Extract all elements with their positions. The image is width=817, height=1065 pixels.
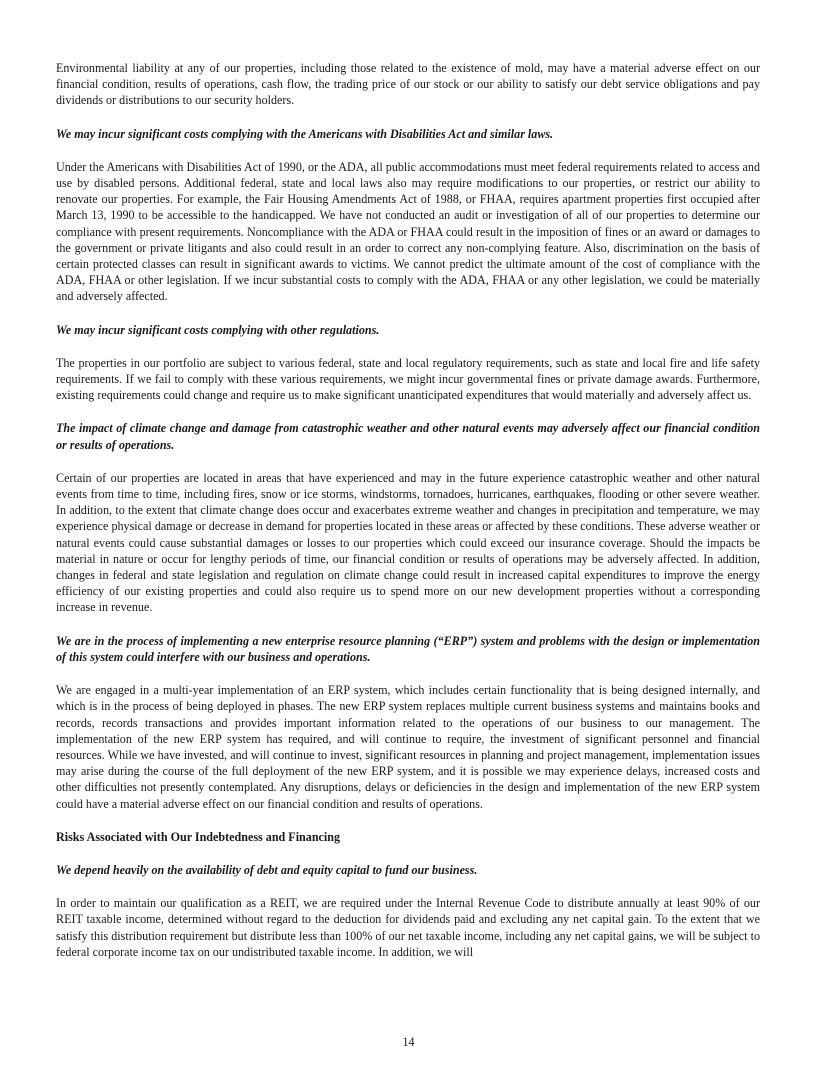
- heading-other-regulations: We may incur significant costs complying with other regulations.: [56, 322, 380, 337]
- page-number: 14: [402, 1035, 415, 1049]
- heading-ada-costs: We may incur significant costs complying with the Americans with Disabilities Act and similar laws.: [56, 126, 554, 141]
- heading-erp-system: We are in the process of implementing a new enterprise resource planning (“ERP”) system and problems with the design or implementation of this system could interfere with our business and operations.: [56, 633, 760, 664]
- paragraph-climate-change: Certain of our properties are located in areas that have experienced and may in the future experience catastrophic weather and other natural events from time to time, including fires, snow or ice storms, windstorms, tornadoes, hurricanes, earthquakes, flooding or other severe weather. In addition, to the extent that climate change does occur and exacerbates extreme weather and changes in precipitation and temperature, we may experience physical damage or decrease in demand for properties located in these areas or affected by these conditions. These adverse weather or natural events could cause substantial damages or losses to our properties which could exceed our insurance coverage. Should the impacts be material in nature or occur for lengthy periods of time, our financial condition or results of operations may be adversely affected. In addition, changes in federal and state legislation and regulation on climate change could result in increased capital expenditures to improve the energy efficiency of our existing properties and could also require us to spend more on our new development properties without a corresponding increase in revenue.: [56, 470, 760, 615]
- paragraph-ada: Under the Americans with Disabilities Act of 1990, or the ADA, all public accommodations must meet federal requirements related to access and use by disabled persons. Additional federal, state and local laws also may require modifications to our properties, or restrict our ability to renovate our properties. For example, the Fair Housing Amendments Act of 1988, or FHAA, requires apartment properties first occupied after March 13, 1990 to be accessible to the handicapped. We have not conducted an audit or investigation of all of our properties to determine our compliance with present requirements. Noncompliance with the ADA or FHAA could result in the imposition of fines or an award or damages to the government or private litigants and also could result in an order to correct any non-complying feature. Also, discrimination on the basis of certain protected classes can result in significant awards to victims. We cannot predict the ultimate amount of the cost of compliance with the ADA, FHAA or other legislation. If we incur substantial costs to comply with the ADA, FHAA or any other legislation, we could be materially and adversely affected.: [56, 159, 760, 304]
- paragraph-erp-system: We are engaged in a multi-year implementation of an ERP system, which includes certain functionality that is being designed internally, and which is in the process of being deployed in phases. The new ERP system replaces multiple current business systems and maintains books and records, records transactions and provides important information related to the operations of our business to our management. The implementation of the new ERP system has required, and will continue to require, the investment of significant personnel and financial resources. While we have invested, and will continue to invest, significant resources in planning and project management, implementation issues may arise during the course of the full deployment of the new ERP system, and it is possible we may experience delays, increased costs and other difficulties not presently contemplated. Any disruptions, delays or deficiencies in the design and implementation of the new ERP system could have a material adverse effect on our financial condition and results of operations.: [56, 683, 760, 811]
- document-page: [56, 60, 760, 977]
- heading-capital-availability: We depend heavily on the availability of debt and equity capital to fund our business.: [56, 862, 478, 877]
- paragraph-environmental-liability: Environmental liability at any of our properties, including those related to the existence of mold, may have a material adverse effect on our financial condition, results of operations, cash flow, the trading price of our stock or our ability to satisfy our debt service obligations and pay dividends or distributions to our security holders.: [56, 61, 760, 108]
- section-heading-indebtedness: Risks Associated with Our Indebtedness and Financing: [56, 829, 341, 844]
- paragraph-reit-distribution: In order to maintain our qualification as a REIT, we are required under the Internal Revenue Code to distribute annually at least 90% of our REIT taxable income, determined without regard to the deduction for dividends paid and excluding any net capital gain. To the extent that we satisfy this distribution requirement but distribute less than 100% of our net taxable income, including any net capital gains, we will be subject to federal corporate income tax on our undistributed taxable income. In addition, we will: [56, 896, 760, 959]
- paragraph-other-regulations: The properties in our portfolio are subject to various federal, state and local regulatory requirements, such as state and local fire and life safety requirements. If we fail to comply with these various requirements, we might incur governmental fines or private damage awards. Furthermore, existing requirements could change and require us to make significant unanticipated expenditures that would materially and adversely affect us.: [56, 355, 760, 403]
- heading-climate-change: The impact of climate change and damage from catastrophic weather and other natural events may adversely affect our financial condition or results of operations.: [56, 421, 760, 452]
